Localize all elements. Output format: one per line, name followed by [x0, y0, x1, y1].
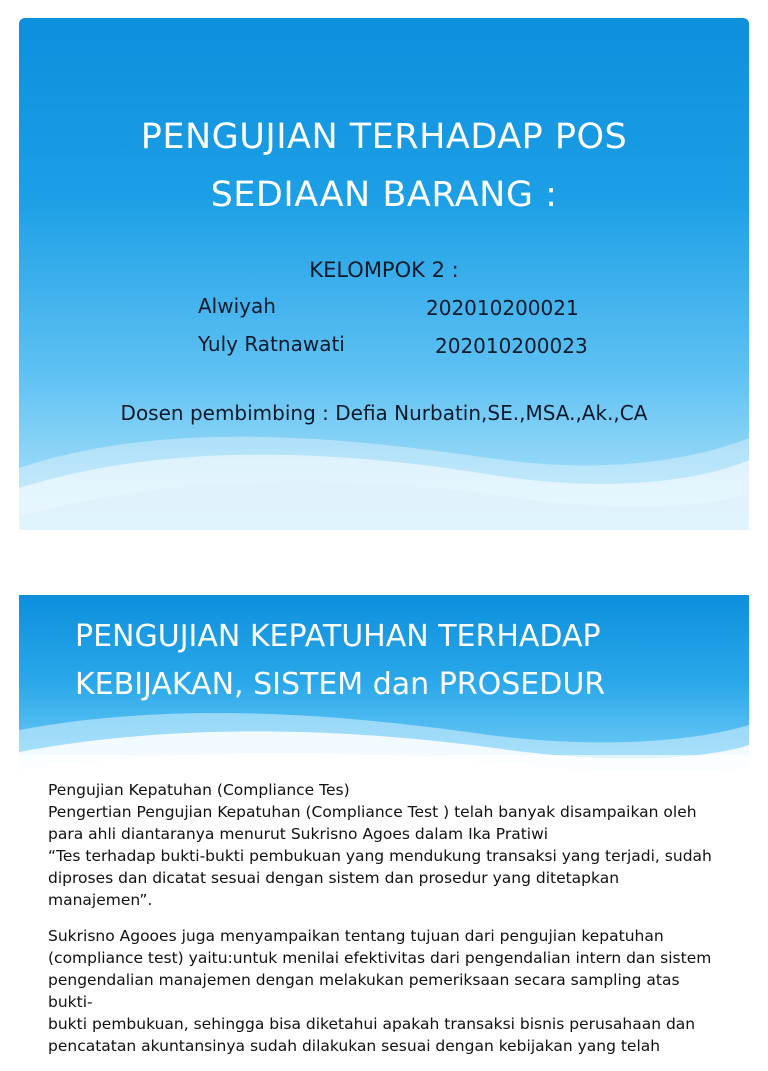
supervisor-text: Dosen pembimbing : Defia Nurbatin,SE.,MSA.,Ak.,CA [120, 401, 648, 425]
slide-body [48, 779, 728, 1071]
group-label: KELOMPOK 2 : [309, 258, 459, 282]
text-line: diproses dan dicatat sesuai dengan sistem dan prosedur yang ditetapkan manajemen”. [48, 869, 620, 909]
member-name: Yuly Ratnawati [198, 332, 345, 356]
title-line-1: PENGUJIAN TERHADAP POS [140, 117, 628, 157]
slide-title [75, 613, 735, 709]
content-slide [19, 595, 749, 1055]
member-name: Alwiyah [198, 294, 276, 318]
text-line: (compliance test) yaitu:untuk menilai efektivitas dari pengendalian intern dan sistem [48, 949, 712, 967]
paragraph [48, 779, 728, 911]
text-line: “Tes terhadap bukti-bukti pembukuan yang mendukung transaksi yang terjadi, sudah [48, 847, 712, 865]
text-line: Pengujian Kepatuhan (Compliance Tes) [48, 781, 350, 799]
title-slide [19, 18, 749, 530]
paragraph [48, 925, 728, 1057]
title-line-2: SEDIAAN BARANG : [210, 175, 558, 215]
text-line: pencatatan akuntansinya sudah dilakukan sesuai dengan kebijakan yang telah [48, 1037, 661, 1055]
text-line: pengendalian manajemen dengan melakukan pemeriksaan secara sampling atas bukti- [48, 971, 680, 1011]
title-line-2: KEBIJAKAN, SISTEM dan PROSEDUR [75, 667, 606, 702]
slide-title [19, 108, 749, 224]
text-line: Sukrisno Agooes juga menyampaikan tentang tujuan dari pengujian kepatuhan [48, 927, 664, 945]
title-line-1: PENGUJIAN KEPATUHAN TERHADAP [75, 619, 601, 654]
member-id: 202010200023 [435, 334, 588, 358]
text-line: para ahli diantaranya menurut Sukrisno Agoes dalam Ika Pratiwi [48, 825, 549, 843]
text-line: bukti pembukuan, sehingga bisa diketahui apakah transaksi bisnis perusahaan dan [48, 1015, 696, 1033]
text-line: Pengertian Pengujian Kepatuhan (Compliance Test ) telah banyak disampaikan oleh [48, 803, 697, 821]
member-id: 202010200021 [426, 296, 579, 320]
